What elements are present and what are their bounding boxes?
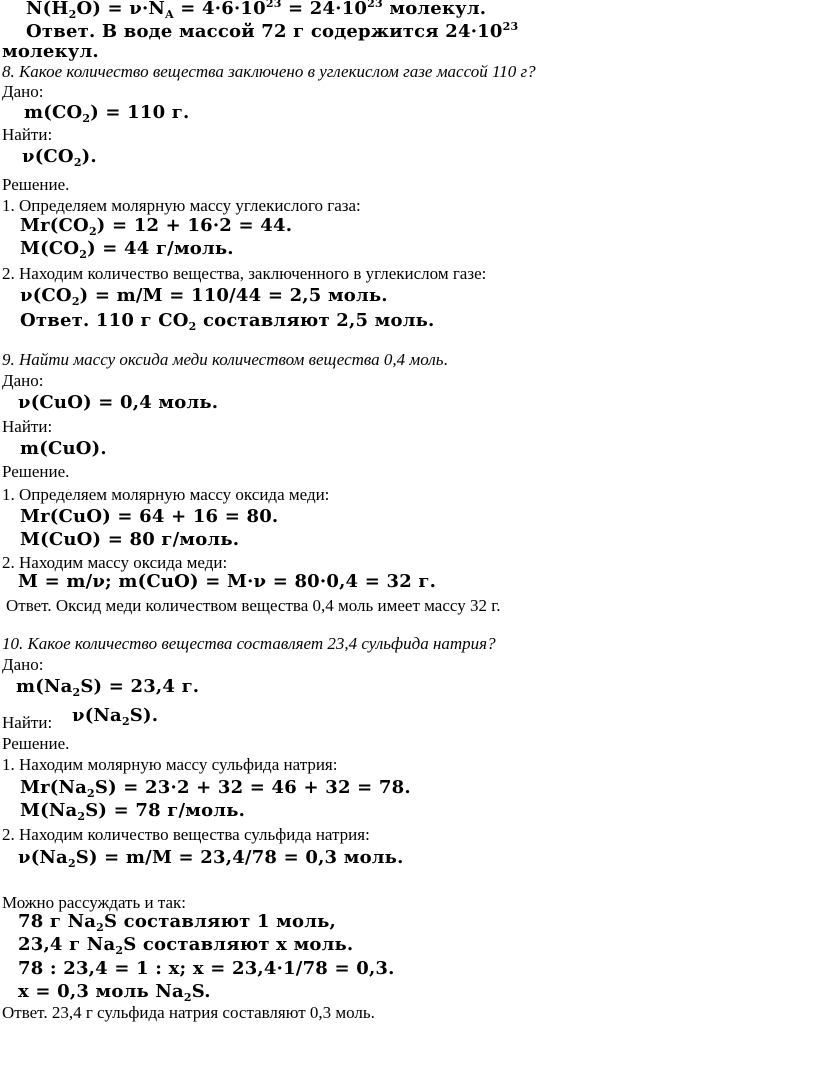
problem-8-formula-mr: $Mr(CO_2) = 12 + 16\cdot 2 = 44$. [20, 215, 293, 238]
problem-10-alt-line-2: 23,4 г $Na_2S$ составляют x моль. [18, 934, 354, 957]
problem-10-question: 10. Какое количество вещества составляет 23,4 сульфида натрия? [2, 634, 496, 653]
problem-10-alt-line-4: x = 0,3 моль $Na_2S$. [18, 981, 211, 1004]
prev-formula-molecules: $N(H_2O) = \nu\cdot N_A = 4\cdot 6\cdot 10^{23} = 24\cdot 10^{23}$ молекул. [26, 0, 487, 21]
problem-8-formula-m: $M(CO_2) = 44$ г/моль. [20, 238, 234, 261]
problem-8-step-1: 1. Определяем молярную массу углекислого газа: [2, 196, 361, 215]
problem-9-answer: Ответ. Оксид меди количеством вещества 0,4 моль имеет массу 32 г. [6, 596, 501, 615]
problem-9-find-formula: m(CuO). [20, 438, 107, 459]
problem-9-find-label: Найти: [2, 417, 53, 436]
problem-9-formula-m: M(CuO) = 80 г/моль. [20, 529, 240, 550]
problem-8-formula-nu: $\nu(CO_2) = m/M = 110/44 = 2,5$ моль. [20, 285, 388, 308]
prev-answer: Ответ. В воде массой 72 г содержится $24\cdot 10^{23}$ [26, 20, 519, 42]
problem-9-step-2: 2. Находим массу оксида меди: [2, 553, 228, 572]
problem-9-formula-mass: M = m/ν; m(CuO) = M·ν = 80·0,4 = 32 г. [18, 571, 437, 592]
problem-9-given-formula: ν(CuO) = 0,4 моль. [18, 392, 219, 413]
problem-8-step-2: 2. Находим количество вещества, заключенного в углекислом газе: [2, 264, 487, 283]
problem-8-given-label: Дано: [2, 82, 44, 101]
problem-9-given-label: Дано: [2, 371, 44, 390]
problem-10-solution-label: Решение. [2, 734, 70, 753]
problem-9-formula-mr: Mr(CuO) = 64 + 16 = 80. [20, 506, 279, 527]
problem-10-alt-label: Можно рассуждать и так: [2, 893, 186, 912]
problem-10-answer: Ответ. 23,4 г сульфида натрия составляют 0,3 моль. [2, 1003, 375, 1022]
problem-9-solution-label: Решение. [2, 462, 70, 481]
problem-10-step-1: 1. Находим молярную массу сульфида натрия: [2, 755, 338, 774]
problem-10-alt-line-3: 78 : 23,4 = 1 : x; x = 23,4·1/78 = 0,3. [18, 958, 395, 979]
problem-10-given-formula: $m(Na_2S) = 23,4$ г. [16, 676, 200, 699]
problem-8-find-formula: $\nu(CO_2)$. [22, 146, 97, 169]
problem-8-answer: Ответ. 110 г $CO_2$ составляют 2,5 моль. [20, 310, 435, 333]
problem-8-find-label: Найти: [2, 125, 53, 144]
problem-10-formula-mr: $Mr(Na_2S) = 23\cdot 2 + 32 = 46 + 32 = 78$. [20, 777, 411, 800]
problem-10-formula-m: $M(Na_2S) = 78$ г/моль. [20, 800, 246, 823]
problem-10-given-label: Дано: [2, 655, 44, 674]
problem-8-given-formula: $m(CO_2) = 110$ г. [24, 102, 190, 125]
problem-10-alt-line-1: 78 г $Na_2S$ составляют 1 моль, [18, 911, 336, 934]
problem-10-find-formula: $\nu(Na_2S)$. [72, 705, 159, 728]
problem-8-question: 8. Какое количество вещества заключено в углекислом газе массой 110 г? [2, 62, 536, 81]
problem-10-step-2: 2. Находим количество вещества сульфида натрия: [2, 825, 370, 844]
problem-9-step-1: 1. Определяем молярную массу оксида меди: [2, 485, 330, 504]
problem-9-question: 9. Найти массу оксида меди количеством вещества 0,4 моль. [2, 350, 448, 369]
problem-8-solution-label: Решение. [2, 175, 70, 194]
problem-10-find-label: Найти: [2, 713, 53, 732]
prev-answer-continued: молекул. [2, 41, 99, 62]
problem-10-formula-nu: $\nu(Na_2S) = m/M = 23,4/78 = 0,3$ моль. [18, 847, 404, 870]
